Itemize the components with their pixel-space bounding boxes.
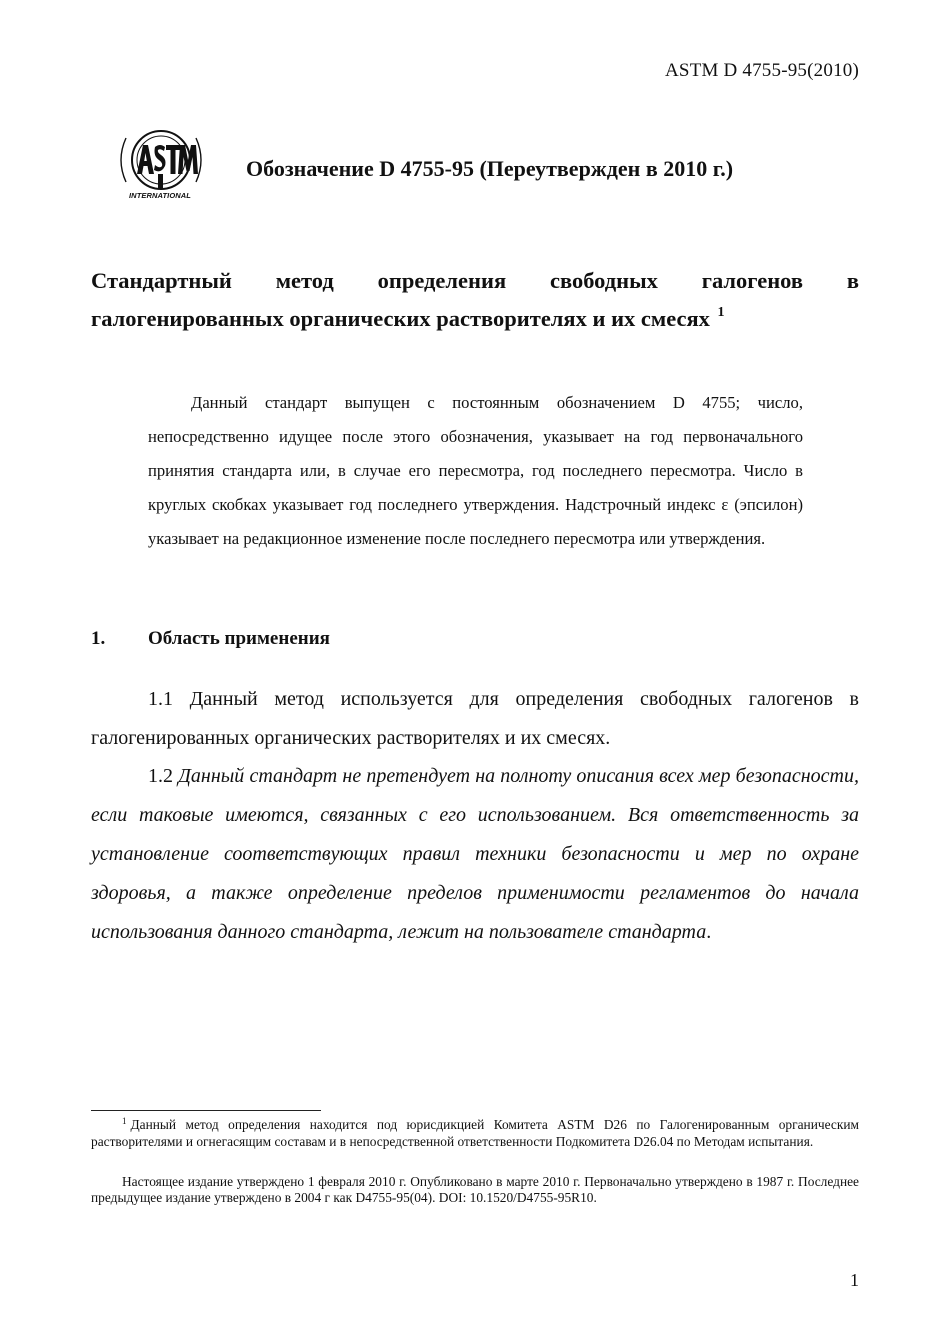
logo-caption: INTERNATIONAL — [129, 191, 191, 200]
footnote-divider — [91, 1110, 321, 1111]
paragraph-number: 1.2 — [148, 765, 173, 787]
designation-title: Обозначение D 4755-95 (Переутвержден в 2010 г.) — [246, 156, 734, 181]
footnote-mark: 1 — [122, 1116, 127, 1126]
title-line-1: Стандартный метод определения свободных галогенов в — [91, 268, 859, 293]
paragraph-text: Данный метод используется для определения свободных галогенов в галогенированных органических растворителях и их смесях. — [91, 688, 859, 749]
astm-logo-icon — [112, 128, 210, 192]
section-title: Область применения — [148, 628, 330, 649]
paragraph-end: . — [706, 921, 712, 943]
page-number: 1 — [850, 1270, 859, 1290]
paragraph-number: 1.1 — [148, 688, 173, 710]
header-designation: ASTM D 4755-95(2010) — [665, 60, 859, 81]
title-line-2 — [91, 300, 859, 342]
footnote-text: Настоящее издание утверждено 1 февраля 2010 г. Опубликовано в марте 2010 г. Первоначально утверждено в 1987 г. Последнее предыдущее издание утверждено в 2004 г как D4755-95(04). DOI: 10.1520/D4755-95R10. — [91, 1174, 859, 1205]
footnote-text: Данный метод определения находится под юрисдикцией Комитета ASTM D26 по Галогенированным органическим растворителями и огнегасящим составам и в непосредственной ответственности Подкомитета D26.04 по Методам испытания. — [91, 1117, 859, 1149]
paragraph-text: Данный стандарт не претендует на полноту описания всех мер безопасности, если таковые имеются, связанных с его использованием. Вся ответственность за установление соответствующих правил техники безопасности и мер по охране здоровья, а также определение пределов применимости регламентов до начала использования данного стандарта, лежит на пользователе стандарта — [91, 765, 860, 943]
title-line-2-text: галогенированных органических растворителях и их смесях — [91, 306, 710, 331]
standard-title — [91, 262, 859, 342]
paragraph-1-2 — [91, 757, 859, 952]
title-footnote-ref: 1 — [717, 305, 725, 320]
paragraph-1-1 — [91, 680, 859, 758]
footnote-1-continued — [91, 1174, 859, 1206]
standard-notice: Данный стандарт выпущен с постоянным обозначением D 4755; число, непосредственно идущее после этого обозначения, указывает на год первоначального принятия стандарта или, в случае его пересмотра, год последнего пересмотра. Число в круглых скобках указывает год последнего утверждения. Надстрочный индекс ε (эпсилон) указывает на редакционное изменение после последнего пересмотра или утверждения. — [148, 393, 803, 548]
footnote-1 — [91, 1117, 859, 1150]
section-number: 1. — [91, 628, 106, 649]
section-heading — [91, 628, 491, 650]
